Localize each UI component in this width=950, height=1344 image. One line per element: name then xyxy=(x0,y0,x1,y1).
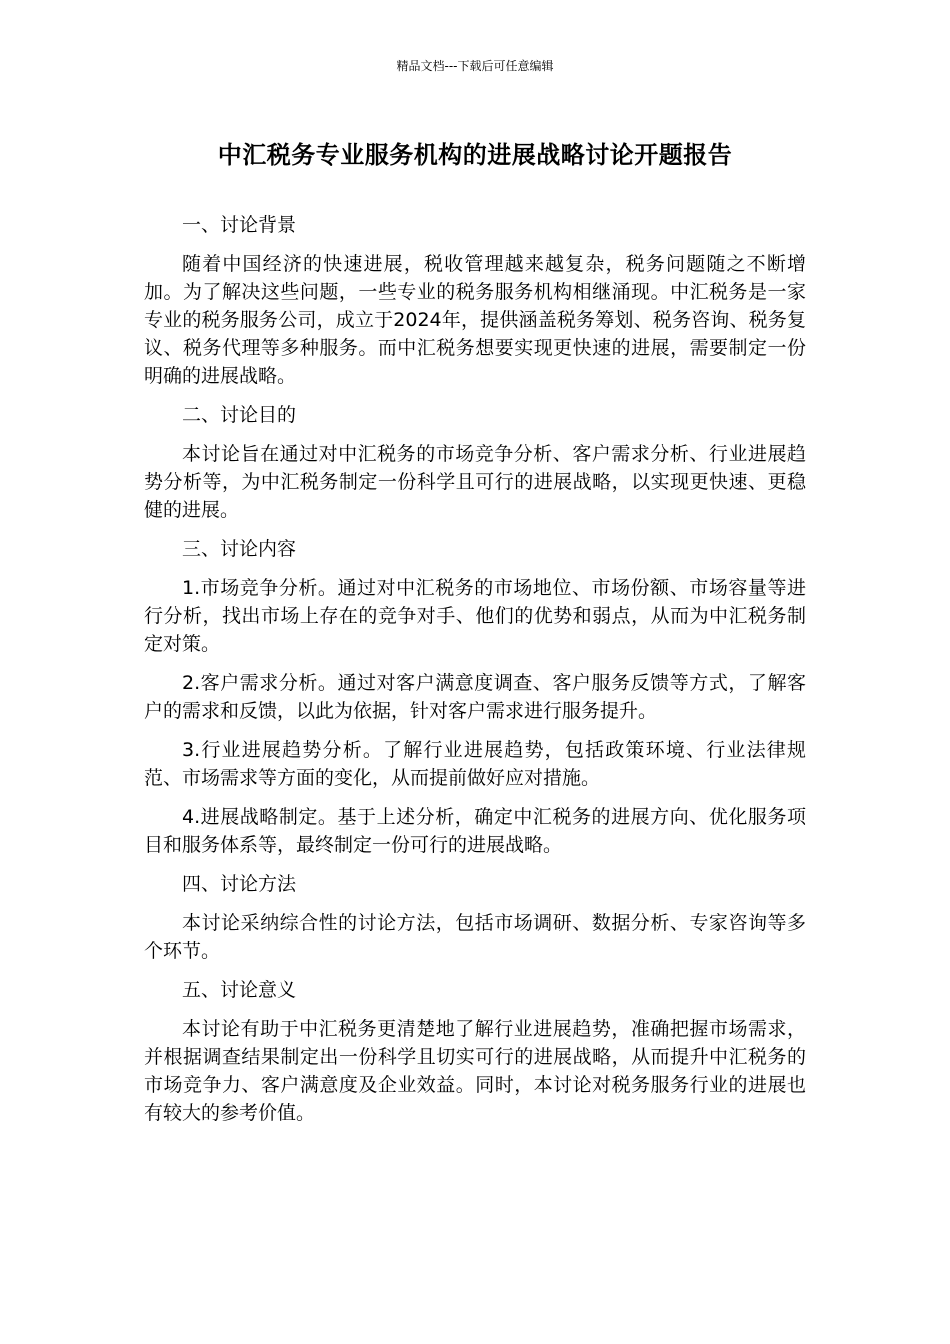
paragraph-method: 本讨论采纳综合性的讨论方法，包括市场调研、数据分析、专家咨询等多个环节。 xyxy=(144,912,806,962)
page-header: 精品文档---下载后可任意编辑 xyxy=(396,59,554,73)
paragraph-background: 随着中国经济的快速进展，税收管理越来越复杂，税务问题随之不断增加。为了解决这些问题，一些专业的税务服务机构相继涌现。中汇税务是一家专业的税务服务公司，成立于2024年，提供涵盖税务筹划、税务咨询、税务复议、税务代理等多种服务。而中汇税务想要实现更快速的进展，需要制定一份明确的进展战略。 xyxy=(144,253,806,387)
section-heading-significance: 五、讨论意义 xyxy=(182,979,297,1001)
document-body xyxy=(144,211,806,1138)
paragraph-purpose: 本讨论旨在通过对中汇税务的市场竞争分析、客户需求分析、行业进展趋势分析等，为中汇税务制定一份科学且可行的进展战略，以实现更快速、更稳健的进展。 xyxy=(144,443,806,521)
document-title: 中汇税务专业服务机构的进展战略讨论开题报告 xyxy=(217,141,733,169)
paragraph-strategy-formulation: 4.进展战略制定。基于上述分析，确定中汇税务的进展方向、优化服务项目和服务体系等，最终制定一份可行的进展战略。 xyxy=(144,806,806,856)
section-heading-content: 三、讨论内容 xyxy=(182,538,297,560)
paragraph-customer-analysis: 2.客户需求分析。通过对客户满意度调查、客户服务反馈等方式，了解客户的需求和反馈，以此为依据，针对客户需求进行服务提升。 xyxy=(144,672,806,722)
section-heading-background: 一、讨论背景 xyxy=(182,214,297,236)
section-heading-method: 四、讨论方法 xyxy=(182,873,297,895)
paragraph-significance: 本讨论有助于中汇税务更清楚地了解行业进展趋势，准确把握市场需求，并根据调查结果制定出一份科学且切实可行的进展战略，从而提升中汇税务的市场竞争力、客户满意度及企业效益。同时，本讨论对税务服务行业的进展也有较大的参考价值。 xyxy=(144,1018,806,1124)
section-heading-purpose: 二、讨论目的 xyxy=(182,404,297,426)
paragraph-market-analysis: 1.市场竞争分析。通过对中汇税务的市场地位、市场份额、市场容量等进行分析，找出市场上存在的竞争对手、他们的优势和弱点，从而为中汇税务制定对策。 xyxy=(144,577,806,655)
paragraph-industry-trends: 3.行业进展趋势分析。了解行业进展趋势，包括政策环境、行业法律规范、市场需求等方面的变化，从而提前做好应对措施。 xyxy=(144,739,806,789)
